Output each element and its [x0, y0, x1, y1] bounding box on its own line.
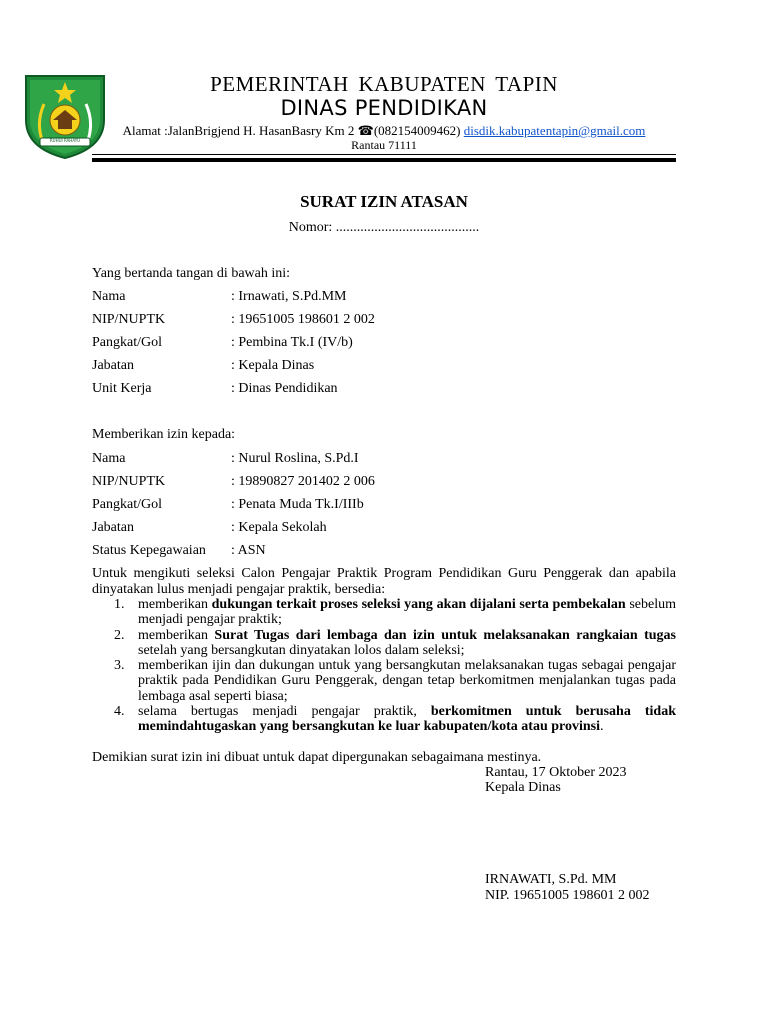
email-link[interactable]: disdik.kabupatentapin@gmail.com [463, 123, 646, 138]
list-item [92, 658, 676, 704]
section1-intro: Yang bertanda tangan di bawah ini: [92, 266, 291, 281]
row-label: Jabatan [92, 358, 134, 373]
purpose-paragraph: Untuk mengikuti seleksi Calon Pengajar Praktik Program Pendidikan Guru Penggerak dan apabila dinyatakan lulus menjadi pengajar praktik, bersedia: [92, 566, 676, 597]
row-label: Status Kepegawaian [92, 543, 206, 558]
letter-number: Nomor: ......................................... [288, 220, 480, 235]
row-value: : Irnawati, S.Pd.MM [231, 289, 347, 304]
section2-intro: Memberikan izin kepada: [92, 427, 236, 442]
list-number: 3. [114, 658, 125, 674]
section2-row-position [92, 520, 676, 540]
letter-title: SURAT IZIN ATASAN [300, 192, 468, 211]
row-value: : Dinas Pendidikan [231, 381, 338, 396]
row-value: : Kepala Sekolah [231, 520, 327, 535]
section1-row-name [92, 289, 676, 309]
section1-row-rank [92, 335, 676, 355]
row-value: : ASN [231, 543, 266, 558]
address-text: Alamat :JalanBrigjend H. HasanBasry Km 2 ☎(082154009462) [122, 123, 464, 138]
row-value: : Nurul Roslina, S.Pd.I [231, 451, 359, 466]
section2-row-rank [92, 497, 676, 517]
list-item [92, 704, 676, 735]
list-number: 2. [114, 627, 125, 643]
signatory-name: IRNAWATI, S.Pd. MM [485, 872, 617, 887]
item-bold-text: dukungan terkait proses seleksi yang akan dijalani serta pembekalan [211, 597, 626, 612]
letterhead-city: Rantau 71111 [351, 138, 417, 152]
letterhead-divider-thin [92, 154, 676, 155]
logo-ribbon-text: RUHUI RAHAYU [49, 138, 81, 143]
list-number: 1. [114, 597, 125, 612]
section2-row-nip [92, 474, 676, 494]
row-label: Nama [92, 289, 126, 304]
commitment-list [92, 597, 676, 735]
list-number: 4. [114, 704, 125, 720]
item-text-end: . [600, 719, 604, 735]
item-text-end: sebelum menjadi pengajar praktik; [138, 597, 676, 628]
section1-row-unit [92, 381, 676, 401]
item-text: memberikan ijin dan dukungan untuk yang bersangkutan melaksanakan tugas sebagai pengajar praktik pada Pendidikan Guru Penggerak, dengan tetap berkomitmen menjalankan tugas pada lembaga asal seperti biasa; [138, 658, 676, 704]
letterhead-government: PEMERINTAH KABUPATEN TAPIN [210, 72, 558, 96]
row-value: : Kepala Dinas [231, 358, 315, 373]
section2-row-status [92, 543, 676, 563]
letterhead-divider-thick [92, 158, 676, 162]
item-bold-text: berkomitmen untuk berusaha tidak memindahtugaskan yang bersangkutan ke luar kabupaten/kota atau provinsi [138, 704, 676, 735]
row-label: Nama [92, 451, 126, 466]
letterhead-address [0, 123, 768, 139]
item-text: selama bertugas menjadi pengajar praktik, [138, 704, 431, 720]
row-label: Pangkat/Gol [92, 335, 162, 350]
item-text: memberikan [138, 627, 215, 643]
row-value: : Penata Muda Tk.I/IIIb [231, 497, 364, 512]
row-label: NIP/NUPTK [92, 312, 166, 327]
section1-row-nip [92, 312, 676, 332]
list-item [92, 597, 676, 628]
closing-statement: Demikian surat izin ini dibuat untuk dapat dipergunakan sebagaimana mestinya. [92, 750, 542, 765]
row-value: : 19890827 201402 2 006 [231, 474, 375, 489]
signature-position: Kepala Dinas [485, 780, 561, 795]
item-text-end: setelah yang bersangkutan dinyatakan lolos dalam seleksi; [138, 642, 465, 658]
row-value: : 19651005 198601 2 002 [231, 312, 375, 327]
signature-place-date: Rantau, 17 Oktober 2023 [485, 765, 627, 780]
signatory-nip: NIP. 19651005 198601 2 002 [485, 888, 650, 903]
letterhead-agency: DINAS PENDIDIKAN [280, 96, 488, 120]
row-label: Unit Kerja [92, 381, 152, 396]
section2-row-name [92, 451, 676, 471]
row-label: Jabatan [92, 520, 134, 535]
row-label: Pangkat/Gol [92, 497, 162, 512]
row-value: : Pembina Tk.I (IV/b) [231, 335, 353, 350]
item-text: memberikan [138, 597, 212, 612]
row-label: NIP/NUPTK [92, 474, 166, 489]
item-bold-text: Surat Tugas dari lembaga dan izin untuk melaksanakan rangkaian tugas [214, 627, 676, 643]
section1-row-position [92, 358, 676, 378]
list-item [92, 628, 676, 659]
